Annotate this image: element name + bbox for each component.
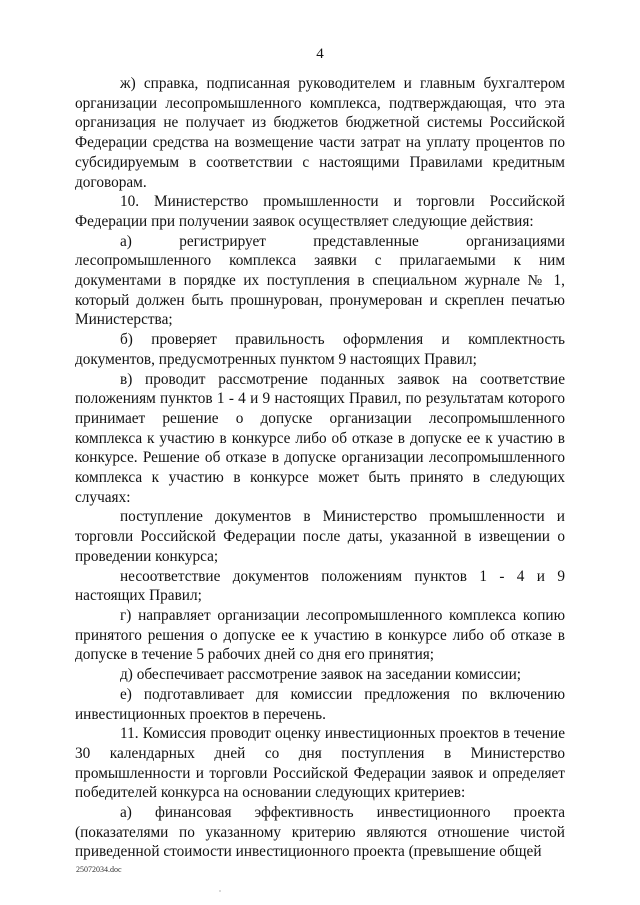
- paragraph-b-verification: б) проверяет правильность оформления и комплектность документов, предусмотренных пунктом 9 настоящих Правил;: [75, 331, 565, 368]
- paragraph-10-ministry-actions: 10. Министерство промышленности и торговли Российской Федерации при получении заявок осуществляет следующие действия:: [75, 193, 565, 230]
- paragraph-e-proposals: е) подготавливает для комиссии предложения по включению инвестиционных проектов в перечень.: [75, 685, 565, 723]
- paragraph-11-commission-evaluation: 11. Комиссия проводит оценку инвестиционных проектов в течение 30 календарных дней со дня поступления в Министерство промышленности и торговли Российской Федерации заявок и определяет победителей конкурса на основании следующих критериев:: [75, 725, 565, 802]
- document-body: [75, 74, 565, 862]
- paragraph-a-registration: а) регистрирует представленные организациями лесопромышленного комплекса заявки с прилагаемыми к ним документами в порядке их поступления в специальном журнале № 1, который должен быть прошнурован, пронумерован и скреплен печатью Министерства;: [75, 232, 565, 329]
- paragraph-d-commission-review: д) обеспечивает рассмотрение заявок на заседании комиссии;: [120, 666, 522, 684]
- paragraph-v-review: в) проводит рассмотрение поданных заявок на соответствие положениям пунктов 1 - 4 и 9 настоящих Правил, по результатам которого принимает решение о допуске организации лесопромышленного комплекса к участию в конкурсе либо об отказе в допуске ее к участию в конкурсе. Решение об отказе в допуске организации лесопромышленного комплекса к участию в конкурсе может быть принято в следующих случаях:: [75, 370, 565, 506]
- paragraph-zh-certificate: ж) справка, подписанная руководителем и главным бухгалтером организации лесопромышленного комплекса, подтверждающая, что эта организация не получает из бюджетов бюджетной системы Российской Федерации средства на возмещение части затрат на уплату процентов по субсидируемым в соответствии с настоящими Правилами кредитным договорам.: [75, 75, 565, 191]
- document-file-code: 25072034.doc: [76, 865, 122, 874]
- page-number: 4: [316, 46, 324, 62]
- paragraph-late-submission: поступление документов в Министерство промышленности и торговли Российской Федерации после даты, указанной в извещении о проведении конкурса;: [75, 508, 565, 565]
- paragraph-nonconformity: несоответствие документов положениям пунктов 1 - 4 и 9 настоящих Правил;: [75, 567, 565, 605]
- paragraph-a-financial-efficiency: а) финансовая эффективность инвестиционного проекта (показателями по указанному критерию являются отношение чистой приведенной стоимости инвестиционного проекта (превышение общей: [75, 804, 565, 861]
- scan-speck: [219, 890, 221, 892]
- paragraph-g-notification: г) направляет организации лесопромышленного комплекса копию принятого решения о допуске ее к участию в конкурсе либо об отказе в допуске в течение 5 рабочих дней со дня его принятия;: [75, 606, 565, 664]
